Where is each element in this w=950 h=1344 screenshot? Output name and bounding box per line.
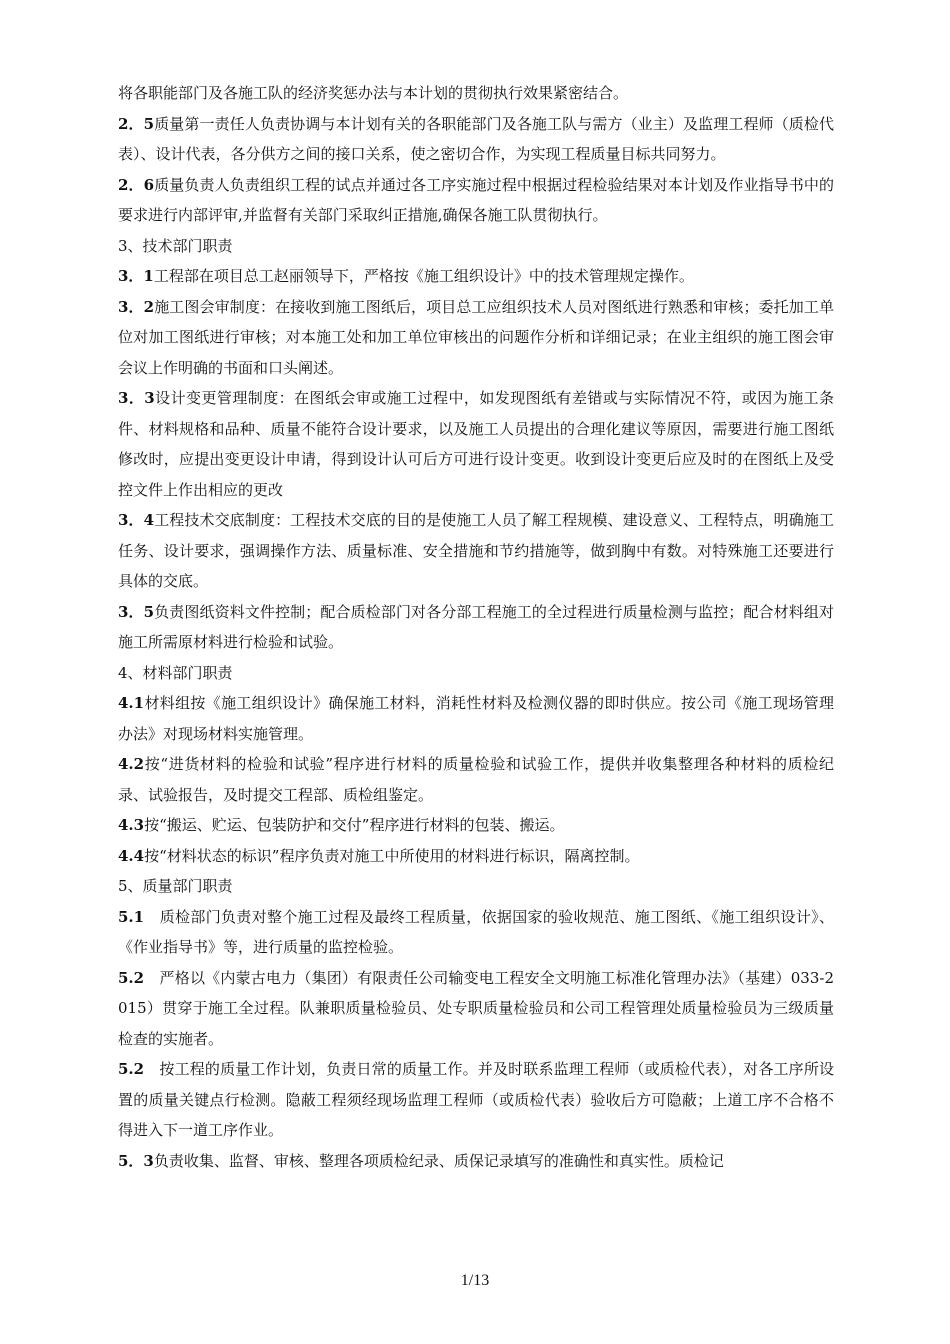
paragraph-3-4: 3．4工程技术交底制度：工程技术交底的目的是使施工人员了解工程规模、建设意义、工程特点，明确施工任务、设计要求，强调操作方法、质量标准、安全措施和节约措施等，做到胸中有数。对特殊施工还要进行具体的交底。 xyxy=(118,511,834,590)
paragraph-2-6: 2．6质量负责人负责组织工程的试点并通过各工序实施过程中根据过程检验结果对本计划及作业指导书中的要求进行内部评审,并监督有关部门采取纠正措施,确保各施工队贯彻执行。 xyxy=(118,175,834,224)
paragraph-4-3: 4.3按“搬运、贮运、包装防护和交付”程序进行材料的包装、搬运。 xyxy=(118,816,565,834)
paragraph-5-2b: 5.2 按工程的质量工作计划，负责日常的质量工作。并及时联系监理工程师（或质检代表），对各工序所设置的质量关键点行检测。隐蔽工程须经现场监理工程师（或质检代表）验收后方可隐蔽；上道工序不合格不得进入下一道工序作业。 xyxy=(118,1060,834,1139)
paragraph-3-1: 3．1工程部在项目总工赵丽领导下，严格按《施工组织设计》中的技术管理规定操作。 xyxy=(118,267,694,285)
paragraph-2-5: 2．5质量第一责任人负责协调与本计划有关的各职能部门及各施工队与需方（业主）及监理工程师（质检代表）、设计代表，各分供方之间的接口关系，使之密切合作，为实现工程质量目标共同努力。 xyxy=(118,114,834,163)
document-body xyxy=(118,78,834,1176)
paragraph-4-1: 4.1材料组按《施工组织设计》确保施工材料，消耗性材料及检测仪器的即时供应。按公司《施工现场管理办法》对现场材料实施管理。 xyxy=(118,694,834,743)
paragraph-5-1: 5.1 质检部门负责对整个施工过程及最终工程质量，依据国家的验收规范、施工图纸、《施工组织设计》、《作业指导书》等，进行质量的监控检验。 xyxy=(118,907,834,956)
paragraph-5-2a: 5.2 严格以《内蒙古电力（集团）有限责任公司输变电工程安全文明施工标准化管理办法》（基建）033-2015）贯穿于施工全过程。队兼职质量检验员、处专职质量检验员和公司工程管理处质量检验员为三级质量检查的实施者。 xyxy=(118,968,834,1048)
paragraph-4-2: 4.2按“进货材料的检验和试验”程序进行材料的质量检验和试验工作，提供并收集整理各种材料的质检纪录、试验报告，及时提交工程部、质检组鉴定。 xyxy=(118,755,834,804)
paragraph-3-3: 3．3设计变更管理制度：在图纸会审或施工过程中，如发现图纸有差错或与实际情况不符，或因为施工条件、材料规格和品种、质量不能符合设计要求，以及施工人员提出的合理化建议等原因，需要进行施工图纸修改时，应提出变更设计申请，得到设计认可后方可进行设计变更。收到设计变更后应及时的在图纸上及受控文件上作出相应的更改 xyxy=(118,389,834,499)
paragraph-0: 将各职能部门及各施工队的经济奖惩办法与本计划的贯彻执行效果紧密结合。 xyxy=(118,84,629,102)
paragraph-3-5: 3．5负责图纸资料文件控制；配合质检部门对各分部工程施工的全过程进行质量检测与监控；配合材料组对施工所需原材料进行检验和试验。 xyxy=(118,602,834,651)
section-heading-5: 5、质量部门职责 xyxy=(118,877,233,895)
paragraph-4-4: 4.4按“材料状态的标识”程序负责对施工中所使用的材料进行标识，隔离控制。 xyxy=(118,846,640,865)
paragraph-5-3: 5．3负责收集、监督、审核、整理各项质检纪录、质保记录填写的准确性和真实性。质检记 xyxy=(118,1151,724,1170)
section-heading-3: 3、技术部门职责 xyxy=(118,236,233,255)
page-number: 1/13 xyxy=(460,1272,490,1289)
paragraph-3-2: 3．2施工图会审制度：在接收到施工图纸后，项目总工应组织技术人员对图纸进行熟悉和审核；委托加工单位对加工图纸进行审核；对本施工处和加工单位审核出的问题作分析和详细记录；在业主组织的施工图会审会议上作明确的书面和口头阐述。 xyxy=(118,297,834,377)
section-heading-4: 4、材料部门职责 xyxy=(118,663,233,682)
